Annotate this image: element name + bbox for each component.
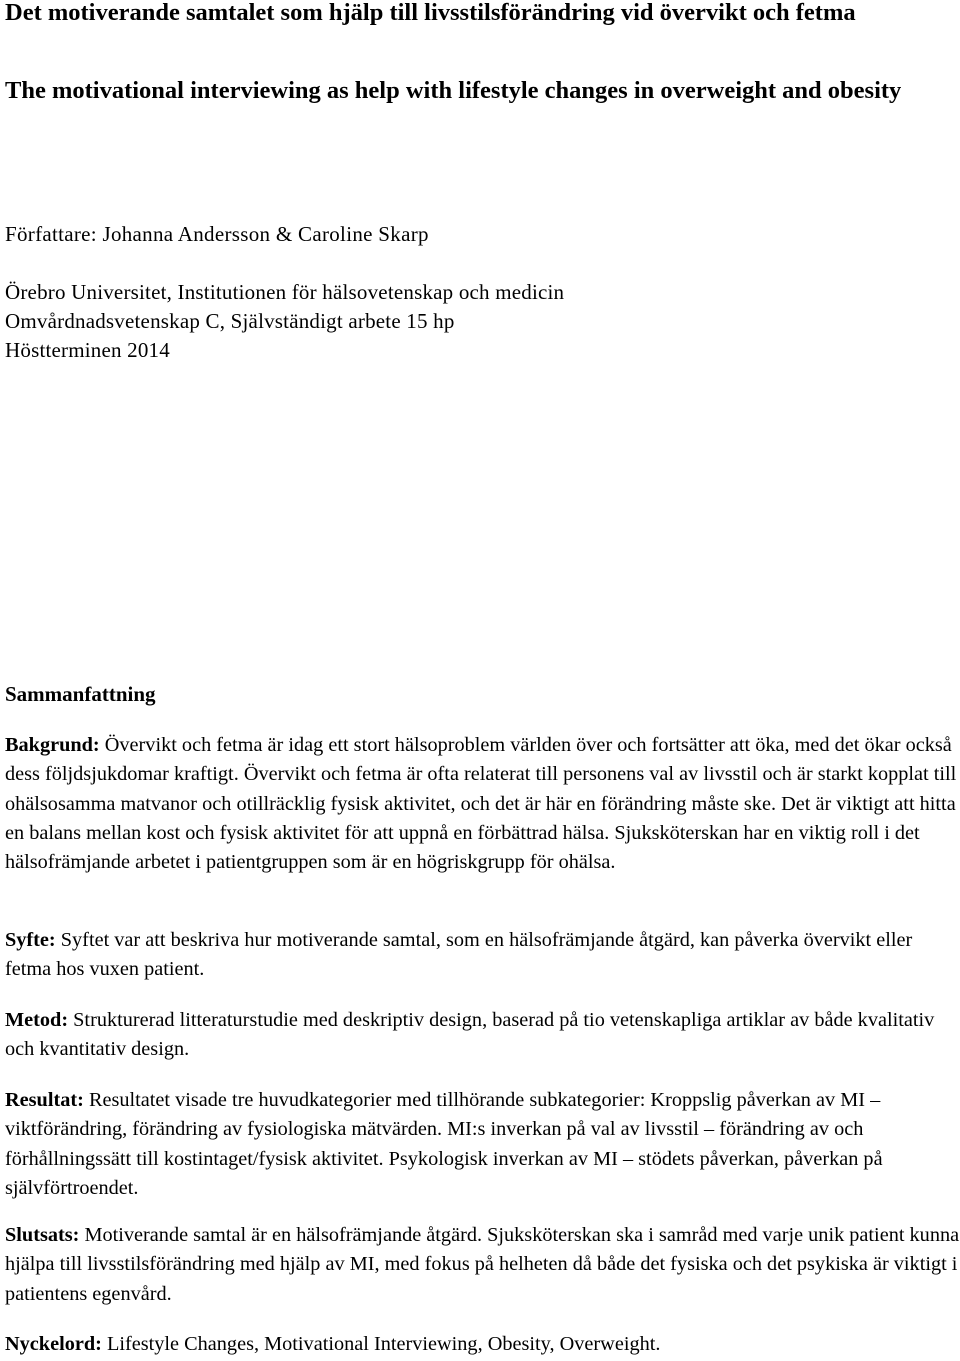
affiliation-course: Omvårdnadsvetenskap C, Självständigt arbete 15 hp (5, 309, 455, 333)
section-background-text: Övervikt och fetma är idag ett stort hälsoproblem världen över och fortsätter att öka, med det ökar också dess följdsjukdomar kraftigt. Övervikt och fetma är ofta relaterat till personens val av livsstil och är starkt kopplat till ohälsosamma matvanor och otillräcklig fysisk aktivitet, och det är här en förändring måste ske. Det är viktigt att hitta en balans mellan kost och fysisk aktivitet för att uppnå en förbättrad hälsa. Sjuksköterskan har en viktig roll i det hälsofrämjande arbetet i patientgruppen som är en högriskgrupp för ohälsa. (5, 734, 957, 874)
section-results (5, 1086, 960, 1203)
section-aim (5, 926, 960, 985)
section-results-label: Resultat: (5, 1089, 84, 1111)
section-keywords (5, 1330, 960, 1359)
section-results-text: Resultatet visade tre huvudkategorier med tillhörande subkategorier: Kroppslig påverkan av MI – viktförändring, förändring av fysiologiska mätvärden. MI:s inverkan på val av livsstil – förändring av och förhållningssätt till kostintaget/fysisk aktivitet. Psykologisk inverkan av MI – stödets påverkan, påverkan på självförtroendet. (5, 1089, 883, 1199)
summary-heading: Sammanfattning (5, 682, 156, 706)
section-method (5, 1006, 960, 1065)
authors-line: Författare: Johanna Andersson & Caroline Skarp (5, 222, 429, 246)
section-keywords-text: Lifestyle Changes, Motivational Interviewing, Obesity, Overweight. (106, 1333, 661, 1355)
section-method-text: Strukturerad litteraturstudie med deskriptiv design, baserad på tio vetenskapliga artiklar av både kvalitativ och kvantitativ design. (5, 1009, 935, 1061)
affiliation-university: Örebro Universitet, Institutionen för hälsovetenskap och medicin (5, 280, 565, 304)
title-english: The motivational interviewing as help with lifestyle changes in overweight and obesity (5, 77, 902, 104)
section-method-label: Metod: (5, 1009, 69, 1031)
section-background (5, 731, 960, 877)
affiliation-block (5, 278, 955, 365)
title-swedish: Det motiverande samtalet som hjälp till livsstilsförändring vid övervikt och fetma (5, 0, 856, 26)
section-background-label: Bakgrund: (5, 734, 100, 756)
section-keywords-label: Nyckelord: (5, 1333, 102, 1355)
section-conclusion-text: Motiverande samtal är en hälsofrämjande åtgärd. Sjuksköterskan ska i samråd med varje unik patient kunna hjälpa till livsstilsförändring med hjälp av MI, med fokus på helheten då både det fysiska och det psykiska är viktigt i patientens egenvård. (5, 1224, 960, 1305)
section-aim-label: Syfte: (5, 929, 56, 951)
section-conclusion-label: Slutsats: (5, 1224, 80, 1246)
section-conclusion (5, 1221, 960, 1309)
affiliation-term: Höstterminen 2014 (5, 338, 170, 362)
section-aim-text: Syftet var att beskriva hur motiverande samtal, som en hälsofrämjande åtgärd, kan påverka övervikt eller fetma hos vuxen patient. (5, 929, 913, 981)
